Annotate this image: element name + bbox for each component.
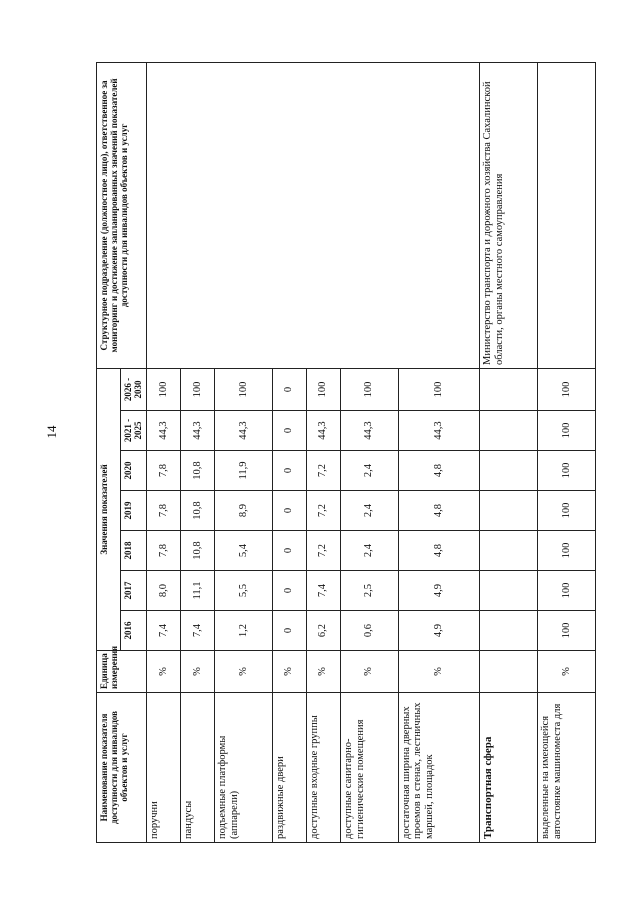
section-value-blank	[480, 411, 538, 451]
value-cell: 100	[398, 368, 480, 410]
header-year: 2017	[121, 571, 147, 611]
value-cell: 0	[272, 491, 306, 531]
header-year: 2018	[121, 531, 147, 571]
value-cell: 100	[538, 451, 596, 491]
value-cell: 11,9	[214, 451, 272, 491]
value-cell: 100	[306, 368, 340, 410]
section-row	[480, 62, 538, 842]
indicator-name: достаточная ширина дверных проемов в стенах, лестничных маршей, площадок	[398, 693, 480, 843]
value-cell: 100	[340, 368, 398, 410]
header-values-group: Значения показателей	[97, 368, 121, 650]
value-cell: 8,0	[147, 571, 181, 611]
value-cell: 0	[272, 451, 306, 491]
indicators-table	[96, 62, 596, 843]
indicator-name: подъемные платформы (аппарели)	[214, 693, 272, 843]
responsible-cell-blank	[538, 62, 596, 368]
section-value-blank	[480, 611, 538, 651]
value-cell: 8,9	[214, 491, 272, 531]
value-cell: 7,8	[147, 491, 181, 531]
value-cell: 5,4	[214, 531, 272, 571]
value-cell: 44,3	[180, 411, 214, 451]
value-cell: 4,9	[398, 611, 480, 651]
value-cell: 44,3	[398, 411, 480, 451]
value-cell: 100	[538, 531, 596, 571]
value-cell: 2,4	[340, 531, 398, 571]
value-cell: 5,5	[214, 571, 272, 611]
indicator-name: пандусы	[180, 693, 214, 843]
value-cell: 7,8	[147, 531, 181, 571]
section-responsible: Министерство транспорта и дорожного хозяйства Сахалинской области, органы местного самоуправления	[480, 62, 538, 368]
indicator-name: доступные санитарно-гигиенические помещения	[340, 693, 398, 843]
value-cell: 44,3	[340, 411, 398, 451]
unit-cell: %	[147, 651, 181, 693]
header-unit: Единица измерения	[97, 651, 147, 693]
value-cell: 4,8	[398, 531, 480, 571]
value-cell: 0	[272, 611, 306, 651]
unit-cell: %	[538, 651, 596, 693]
value-cell: 2,4	[340, 491, 398, 531]
unit-cell: %	[272, 651, 306, 693]
value-cell: 0,6	[340, 611, 398, 651]
value-cell: 44,3	[306, 411, 340, 451]
value-cell: 100	[180, 368, 214, 410]
value-cell: 0	[272, 571, 306, 611]
value-cell: 100	[214, 368, 272, 410]
value-cell: 100	[538, 611, 596, 651]
value-cell: 7,4	[147, 611, 181, 651]
value-cell: 7,2	[306, 451, 340, 491]
table-row	[147, 62, 181, 842]
indicator-name: поручни	[147, 693, 181, 843]
section-value-blank	[480, 531, 538, 571]
section-value-blank	[480, 491, 538, 531]
value-cell: 100	[147, 368, 181, 410]
value-cell: 7,4	[306, 571, 340, 611]
value-cell: 100	[538, 411, 596, 451]
value-cell: 100	[538, 571, 596, 611]
value-cell: 44,3	[214, 411, 272, 451]
value-cell: 4,9	[398, 571, 480, 611]
unit-cell: %	[214, 651, 272, 693]
rotated-table-container	[96, 63, 616, 843]
value-cell: 100	[538, 368, 596, 410]
value-cell: 100	[538, 491, 596, 531]
responsible-cell	[147, 62, 480, 368]
indicator-name: доступные входные группы	[306, 693, 340, 843]
value-cell: 1,2	[214, 611, 272, 651]
value-cell: 2,5	[340, 571, 398, 611]
unit-cell: %	[340, 651, 398, 693]
indicator-name: выделенные на имеющейся автостоянке машиноместа для	[538, 693, 596, 843]
section-unit-blank	[480, 651, 538, 693]
header-year: 2021 - 2025	[121, 411, 147, 451]
indicator-name: раздвижные двери	[272, 693, 306, 843]
section-title: Транспортная сфера	[480, 693, 538, 843]
section-value-blank	[480, 571, 538, 611]
value-cell: 44,3	[147, 411, 181, 451]
page-number: 14	[44, 425, 59, 439]
section-value-blank	[480, 368, 538, 410]
value-cell: 6,2	[306, 611, 340, 651]
unit-cell: %	[180, 651, 214, 693]
value-cell: 10,8	[180, 491, 214, 531]
value-cell: 0	[272, 411, 306, 451]
header-name: Наименование показателя доступности для инвалидов объектов и услуг	[97, 693, 147, 843]
value-cell: 0	[272, 531, 306, 571]
table-row	[538, 62, 596, 842]
header-year: 2016	[121, 611, 147, 651]
header-year: 2020	[121, 451, 147, 491]
value-cell: 7,8	[147, 451, 181, 491]
value-cell: 4,8	[398, 451, 480, 491]
value-cell: 10,8	[180, 531, 214, 571]
value-cell: 10,8	[180, 451, 214, 491]
value-cell: 11,1	[180, 571, 214, 611]
value-cell: 4,8	[398, 491, 480, 531]
header-responsible: Структурное подразделение (должностное лицо), ответственное за мониторинг и достижение запланированных значений показателей доступности для инвалидов объектов и услуг	[97, 62, 147, 368]
section-value-blank	[480, 451, 538, 491]
value-cell: 7,4	[180, 611, 214, 651]
value-cell: 2,4	[340, 451, 398, 491]
unit-cell: %	[306, 651, 340, 693]
header-year: 2026 - 2030	[121, 368, 147, 410]
header-year: 2019	[121, 491, 147, 531]
unit-cell: %	[398, 651, 480, 693]
value-cell: 7,2	[306, 531, 340, 571]
value-cell: 7,2	[306, 491, 340, 531]
value-cell: 0	[272, 368, 306, 410]
